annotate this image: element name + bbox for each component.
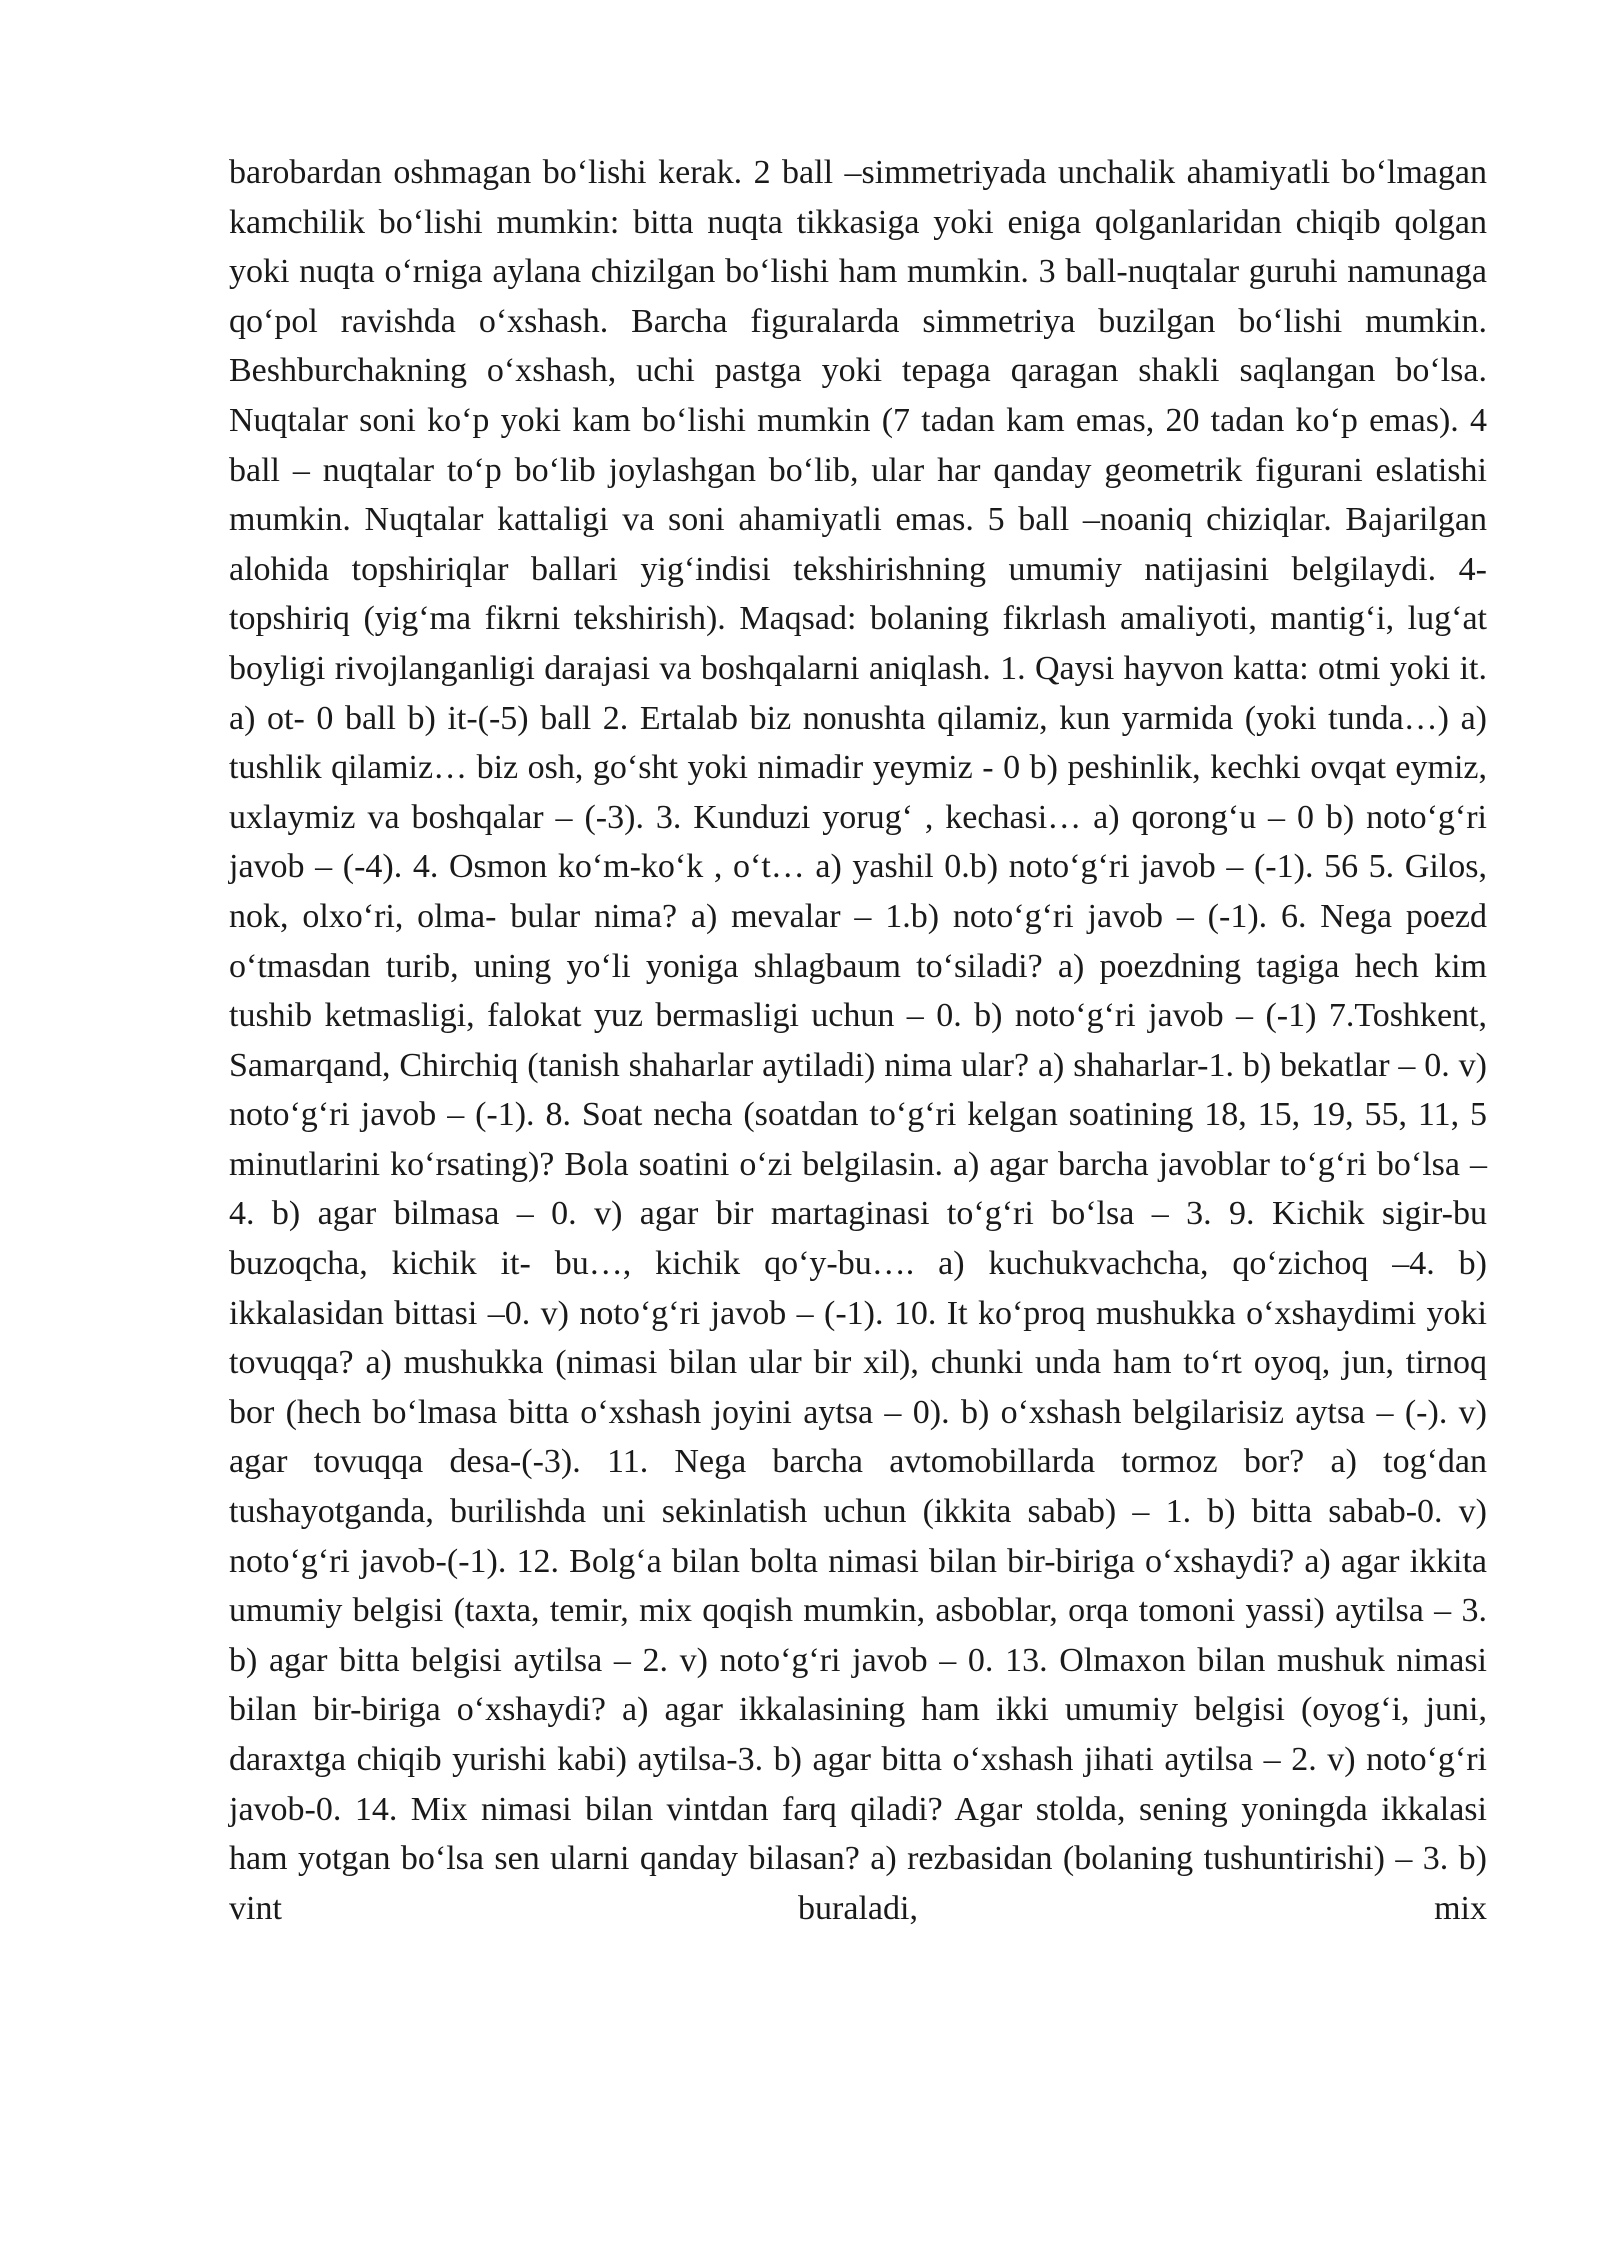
body-paragraph: barobardan oshmagan bo‘lishi kerak. 2 ball –simmetriyada unchalik ahamiyatli bo‘lmagan kamchilik bo‘lishi mumkin: bitta nuqta tikkasiga yoki eniga qolganlaridan chiqib qolgan yoki nuqta o‘rniga aylana chizilgan bo‘lishi ham mumkin. 3 ball-nuqtalar guruhi namunaga qo‘pol ravishda o‘xshash. Barcha figuralarda simmetriya buzilgan bo‘lishi mumkin. Beshburchakning o‘xshash, uchi pastga yoki tepaga qaragan shakli saqlangan bo‘lsa. Nuqtalar soni ko‘p yoki kam bo‘lishi mumkin (7 tadan kam emas, 20 tadan ko‘p emas). 4 ball – nuqtalar to‘p bo‘lib joylashgan bo‘lib, ular har qanday geometrik figurani eslatishi mumkin. Nuqtalar kattaligi va soni ahamiyatli emas. 5 ball –noaniq chiziqlar. Bajarilgan alohida topshiriqlar ballari yig‘indisi tekshirishning umumiy natijasini belgilaydi. 4-topshiriq (yig‘ma fikrni tekshirish). Maqsad: bolaning fikrlash amaliyoti, mantig‘i, lug‘at boyligi rivojlanganligi darajasi va boshqalarni aniqlash. 1. Qaysi hayvon katta: otmi yoki it. a) ot- 0 ball b) it-(-5) ball 2. Ertalab biz nonushta qilamiz, kun yarmida (yoki tunda…) a) tushlik qilamiz… biz osh, go‘sht yoki nimadir yeymiz - 0 b) peshinlik, kechki ovqat eymiz, uxlaymiz va boshqalar – (-3). 3. Kunduzi yorug‘ , kechasi… a) qorong‘u – 0 b) noto‘g‘ri javob – (-4). 4. Osmon ko‘m-ko‘k , o‘t… a) yashil 0.b) noto‘g‘ri javob – (-1). 56 5. Gilos, nok, olxo‘ri, olma- bular nima? a) mevalar – 1.b) noto‘g‘ri javob – (-1). 6. Nega poezd o‘tmasdan turib, uning yo‘li yoniga shlagbaum to‘siladi? a) poezdning tagiga hech kim tushib ketmasligi, falokat yuz bermasligi uchun – 0. b) noto‘g‘ri javob – (-1) 7.Toshkent, Samarqand, Chirchiq (tanish shaharlar aytiladi) nima ular? a) shaharlar-1. b) bekatlar – 0. v) noto‘g‘ri javob – (-1). 8. Soat necha (soatdan to‘g‘ri kelgan soatining 18, 15, 19, 55, 11, 5 minutlarini ko‘rsating)? Bola soatini o‘zi belgilasin. a) agar barcha javoblar to‘g‘ri bo‘lsa – 4. b) agar bilmasa – 0. v) agar bir martaginasi to‘g‘ri bo‘lsa – 3. 9. Kichik sigir-bu buzoqcha, kichik it- bu…, kichik qo‘y-bu…. a) kuchukvachcha, qo‘zichoq –4. b) ikkalasidan bittasi –0. v) noto‘g‘ri javob – (-1). 10. It ko‘proq mushukka o‘xshaydimi yoki tovuqqa? a) mushukka (nimasi bilan ular bir xil), chunki unda ham to‘rt oyoq, jun, tirnoq bor (hech bo‘lmasa bitta o‘xshash joyini aytsa – 0). b) o‘xshash belgilarisiz aytsa – (-). v) agar tovuqqa desa-(-3). 11. Nega barcha avtomobillarda tormoz bor? a) tog‘dan tushayotganda, burilishda uni sekinlatish uchun (ikkita sabab) – 1. b) bitta sabab-0. v) noto‘g‘ri javob-(-1). 12. Bolg‘a bilan bolta nimasi bilan bir-biriga o‘xshaydi? a) agar ikkita umumiy belgisi (taxta, temir, mix qoqish mumkin, asboblar, orqa tomoni yassi) aytilsa – 3. b) agar bitta belgisi aytilsa – 2. v) noto‘g‘ri javob – 0. 13. Olmaxon bilan mushuk nimasi bilan bir-biriga o‘xshaydi? a) agar ikkalasining ham ikki umumiy belgisi (oyog‘i, juni, daraxtga chiqib yurishi kabi) aytilsa-3. b) agar bitta o‘xshash jihati aytilsa – 2. v) noto‘g‘ri javob-0. 14. Mix nimasi bilan vintdan farq qiladi? Agar stolda, sening yoningda ikkalasi ham yotgan bo‘lsa sen ularni qanday bilasan? a) rezbasidan (bolaning tushuntirishi) – 3. b) vint buraladi, mix — [229, 154, 1487, 1927]
